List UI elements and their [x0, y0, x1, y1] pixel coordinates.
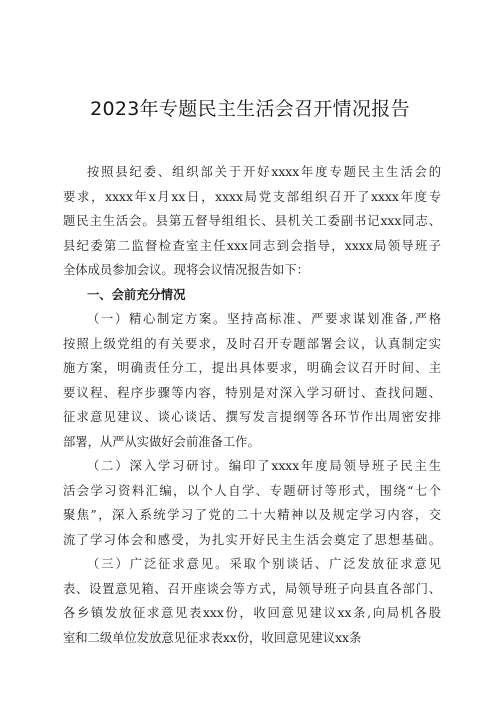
paragraph-line: （二）深入学习研讨。编印了xxxx年度局领导班子民主生 [87, 459, 441, 473]
paragraph-line: 聚焦”，深入系统学习了党的二十大精神以及规定学习内容，交 [63, 508, 441, 522]
paragraph-line: 按照县纪委、组织部关于开好xxxx年度专题民主生活会的 [87, 165, 441, 179]
paragraph-line: 表、设置意见箱、召开座谈会等方式，局领导班子向县直各部门、 [63, 581, 441, 596]
paragraph-line: 流了学习体会和感受，为扎实开好民主生活会奠定了思想基础。 [63, 532, 441, 547]
paragraph-line: （一）精心制定方案。坚持高标准、严要求谋划准备,严格 [87, 312, 441, 326]
document-title: 2023年专题民主生活会召开情况报告 [90, 98, 410, 120]
paragraph-line: 县纪委第二监督检查室主任xxx同志到会指导，xxxx局领导班子 [63, 238, 441, 253]
paragraph-line: 部署，从严从实做好会前准备工作。 [63, 434, 260, 449]
paragraph-line: 各乡镇发放征求意见表xxx份，收回意见建议xx条,向局机各股 [63, 606, 441, 620]
paragraph-line: 要求，xxxx年x月xx日，xxxx局党支部组织召开了xxxx年度专 [63, 189, 441, 204]
paragraph-line: 征求意见建议、谈心谈话、撰写发言提纲等各环节作出周密安排 [63, 410, 441, 424]
paragraph-line: 施方案，明确责任分工，提出具体要求，明确会议召开时间、主 [63, 361, 441, 375]
section-heading: 一、会前充分情况 [87, 287, 186, 302]
document-body [63, 160, 441, 650]
paragraph-line: 要议程、程序步骤等内容，特别是对深入学习研讨、查找问题、 [63, 385, 441, 400]
paragraph-line: （三）广泛征求意见。采取个别谈话、广泛发放征求意见 [87, 557, 441, 571]
paragraph-line: 室和二级单位发放意见征求表xx份，收回意见建议xx条 [63, 630, 362, 645]
paragraph-line: 全体成员参加会议。现将会议情况报告如下： [63, 263, 309, 277]
paragraph-line: 活会学习资料汇编，以个人自学、专题研讨等形式，围绕“七个 [63, 483, 441, 498]
paragraph-line: 题民主生活会。县第五督导组组长、县机关工委副书记xxx同志、 [63, 214, 441, 228]
paragraph-line: 按照上级党组的有关要求，及时召开专题部署会议，认真制定实 [63, 336, 441, 351]
